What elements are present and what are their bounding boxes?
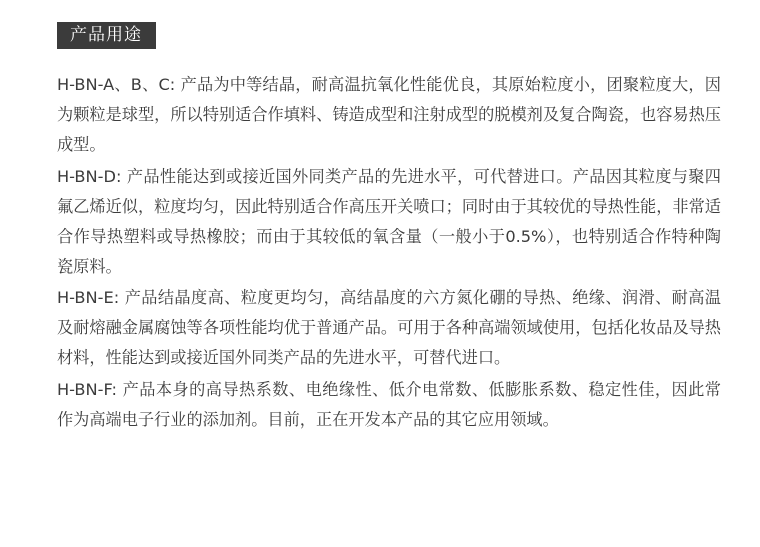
paragraph-hbn-e: H-BN-E: 产品结晶度高、粒度更均匀，高结晶度的六方氮化硼的导热、绝缘、润滑、耐高温及耐熔融金属腐蚀等各项性能均优于普通产品。可用于各种高端领域使用，包括化妆品及导热材料，性能达到或接近国外同类产品的先进水平，可替代进口。 <box>57 288 721 368</box>
usage-text-block <box>57 70 721 436</box>
section-title: 产品用途 <box>57 22 156 49</box>
paragraph-hbn-abc: H-BN-A、B、C: 产品为中等结晶，耐高温抗氧化性能优良，其原始粒度小，团聚粒度大，因为颗粒是球型，所以特别适合作填料、铸造成型和注射成型的脱模剂及复合陶瓷，也容易热压成型。 <box>57 75 721 154</box>
paragraph-hbn-f: H-BN-F: 产品本身的高导热系数、电绝缘性、低介电常数、低膨胀系数、稳定性佳，因此常作为高端电子行业的添加剂。目前，正在开发本产品的其它应用领域。 <box>57 379 721 429</box>
paragraph-hbn-d: H-BN-D: 产品性能达到或接近国外同类产品的先进水平，可代替进口。产品因其粒度与聚四氟乙烯近似，粒度均匀，因此特别适合作高压开关喷口；同时由于其较优的导热性能，非常适合作导热塑料或导热橡胶；而由于其较低的氧含量（一般小于0.5%），也特别适合作特种陶瓷原料。 <box>57 166 721 276</box>
